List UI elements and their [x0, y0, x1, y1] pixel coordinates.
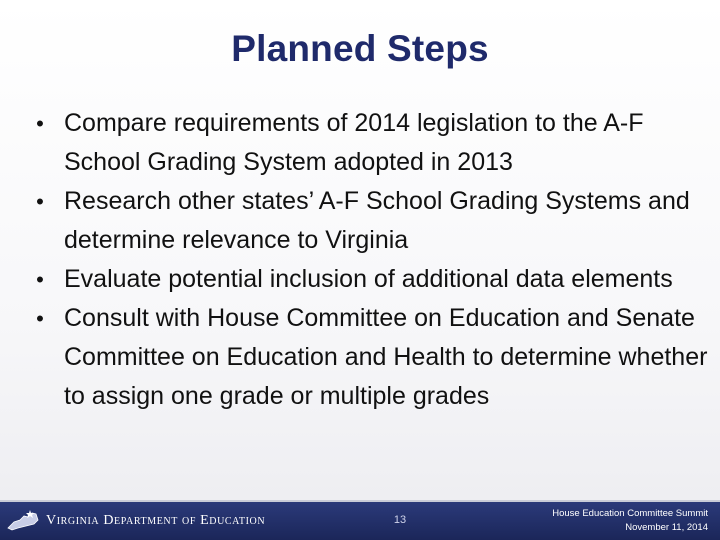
bullet-marker: •: [36, 267, 44, 292]
bullet-text: Research other states’ A-F School Grading Systems and determine relevance to Virginia: [64, 187, 690, 254]
event-date: November 11, 2014: [625, 522, 708, 533]
virginia-state-outline-icon: [6, 508, 40, 534]
event-name: House Education Committee Summit: [552, 508, 708, 519]
logo-text: Virginia Department of Education: [46, 513, 266, 528]
page-number: 13: [393, 514, 407, 526]
bullet-list: [30, 104, 710, 416]
bullet-marker: •: [36, 306, 44, 331]
slide-title: Planned Steps: [231, 28, 489, 69]
bullet-text: Evaluate potential inclusion of additional data elements: [64, 265, 673, 293]
bullet-item: [30, 104, 710, 182]
bullet-marker: •: [36, 189, 44, 214]
footer-bar: [0, 500, 720, 540]
bullet-text: Compare requirements of 2014 legislation to the A-F School Grading System adopted in 2013: [64, 109, 644, 176]
bullet-item: [30, 182, 710, 260]
bullet-item: [30, 299, 710, 416]
vdoe-logo: [6, 506, 265, 536]
event-info: [552, 507, 708, 535]
bullet-text: Consult with House Committee on Education and Senate Committee on Education and Health to determine whether to assign one grade or multiple grades: [64, 304, 708, 410]
bullet-marker: •: [36, 111, 44, 136]
bullet-item: [30, 260, 710, 299]
